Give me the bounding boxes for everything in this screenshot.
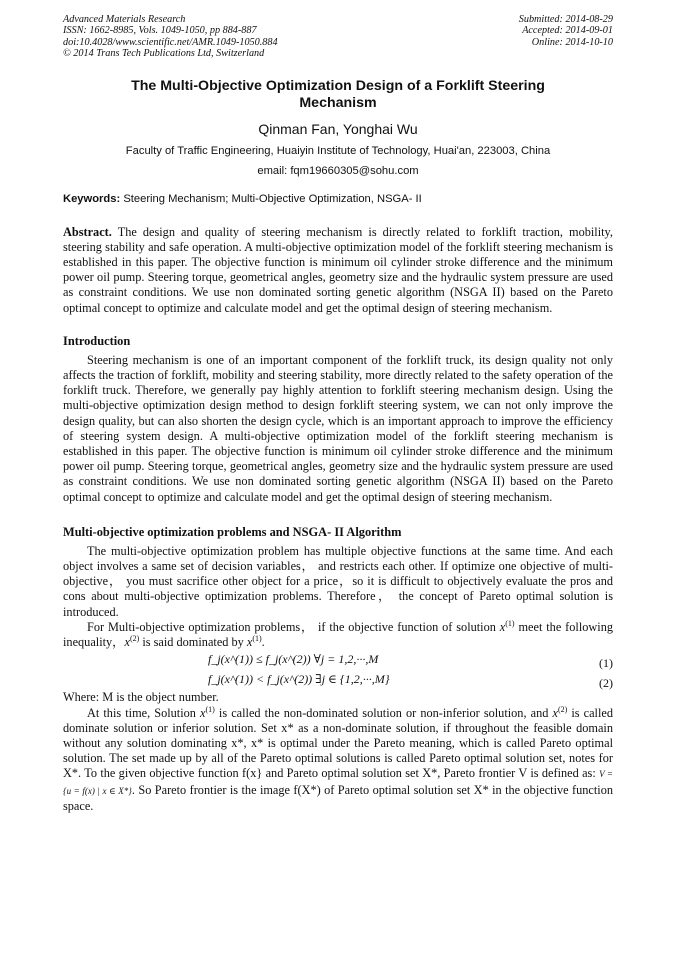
copyright: © 2014 Trans Tech Publications Ltd, Switzerland <box>63 48 265 60</box>
pareto-frontier-definition: V = {u = f(x) | x ∈ X*} <box>63 769 613 796</box>
issn: ISSN: 1662-8985, Vols. 1049-1050, pp 884-887 <box>63 25 257 37</box>
equation-1-expr: f_j(x^(1)) ≤ f_j(x^(2)) ∀j = 1,2,···,M <box>208 652 379 667</box>
authors: Qinman Fan, Yonghai Wu <box>258 120 418 137</box>
s2-paragraph-1: The multi-objective optimization problem has multiple objective functions at the same time. And each object involves a same set of decision variables， and restricts each other. If optimize one objective of multi-objective， you must sacrifice other object for a price，so it is difficult to objectively evaluate the pros and cons about multi-objective optimization problems. Therefore， the concept of Pareto optimal solution is introduced. <box>63 543 613 619</box>
where-line: Where: M is the object number. <box>63 690 219 705</box>
s2p2-c: is said dominated by <box>139 635 247 650</box>
paper-page <box>63 14 613 814</box>
affiliation: Faculty of Traffic Engineering, Huaiyin Institute of Technology, Huai'an, 223003, China <box>125 144 551 157</box>
s2p3-d: . So Pareto frontier is the image f(X*) of Pareto optimal solution set X* in the objective function space. <box>63 782 613 813</box>
equation-2-expr: f_j(x^(1)) < f_j(x^(2)) ∃j ∈ {1,2,···,M} <box>208 672 390 687</box>
accepted-date: Accepted: 2014-09-01 <box>522 25 613 37</box>
equation-2 <box>63 670 613 690</box>
journal-header <box>63 14 613 60</box>
journal-name: Advanced Materials Research <box>63 14 186 25</box>
s2-paragraph-3: At this time, Solution $x^{(1)}$ is called the non-dominated solution or non-inferior solution, and $x^{(2)}$ is called dominate solution or inferior solution. Set x* as a non-dominate solution, if throughout the feasible domain without any solution dominating x*, x* is optimal under the Pareto meaning, which is called Pareto optimal solution. The set made up by all of the Pareto optimal solutions is called Pareto optimal solution set, notes for X*. To the given objective function f(x} and Pareto optimal solution set X*, Pareto frontier V is defined as: V = {u = f(x) | x ∈ X*}. So Pareto frontier is the image f(X*) of Pareto optimal solution set X* in the objective function space. <box>63 704 613 813</box>
s2p2-a: For Multi-objective optimization problems， if the objective function of solution <box>87 619 500 634</box>
s2-paragraph-2: For Multi-objective optimization problems， if the objective function of solution $x^{(1)}$ meet the following inequality，$x^{(2)}$ is said dominated by $x^{(1)}$. <box>63 618 613 650</box>
header-right <box>519 14 613 60</box>
s2p3-b: is called the non-dominated solution or non-inferior solution, and <box>214 705 553 720</box>
abstract-text: The design and quality of steering mechanism is directly related to forklift traction, mobility, steering stability and safe operation. A multi-objective optimization model of the forklift steering mechanism is established in this paper. The objective function is minimum oil cylinder stroke difference and the minimum power oil pump. Steering torque, geometrical angles, geometry size and the hydraulic system pressure are used as constraint conditions. We use non dominated sorting genetic algorithm (NSGA II) based on the Pareto optimal concept to optimize and calculate model and get the optimal design of steering mechanism. <box>63 224 613 315</box>
s2p2-b: meet the following inequality， <box>63 619 613 650</box>
submitted-date: Submitted: 2014-08-29 <box>518 14 613 25</box>
intro-paragraph: Steering mechanism is one of an important component of the forklift truck, its design quality not only affects the traction of forklift, mobility and steering stability, more directly related to the safety operation of the forklift truck. Therefore, we generally pay highly attention to forklift steering mechanism design. Using the multi-objective optimization design method to design forklift steering system, we can not only improve the design quality, but can also shorten the design cycle, which is an important approach to improve the efficiency of steering system design. A multi-objective optimization model of the forklift steering mechanism is established in this paper. The objective function is minimum oil cylinder stroke difference and the minimum power oil pump. Steering torque, geometrical angles, geometry size and the hydraulic system pressure are used as constraint conditions. We use non dominated sorting genetic algorithm (NSGA II) based on the Pareto optimal concept to optimize and calculate model and get the optimal design of steering mechanism. <box>63 352 613 504</box>
intro-heading: Introduction <box>63 333 131 348</box>
s2p3-c: is called dominate solution or inferior solution. Set x* as a non-dominate solution, if throughout the feasible domain without any solution dominating x*, x* is optimal under the Pareto meaning, which is called Pareto optimal solution. The set made up by all of the Pareto optimal solutions is called Pareto optimal solution set, notes for X*. To the given objective function f(x} and Pareto optimal solution set X*, Pareto frontier V is defined as: <box>63 705 613 781</box>
s2p3-a: At this time, Solution <box>87 705 201 720</box>
online-date: Online: 2014-10-10 <box>531 36 613 48</box>
keywords-label: Keywords: <box>63 192 121 205</box>
equation-1 <box>63 650 613 670</box>
paper-title: The Multi-Objective Optimization Design of a Forklift Steering Mechanism <box>131 77 545 111</box>
keywords <box>63 193 613 205</box>
email: email: fqm19660305@sohu.com <box>257 164 419 177</box>
doi: doi:10.4028/www.scientific.net/AMR.1049-1050.884 <box>63 36 278 48</box>
section2-heading: Multi-objective optimization problems and NSGA- II Algorithm <box>63 524 402 539</box>
header-left <box>63 14 278 60</box>
equation-2-number: (2) <box>599 676 613 691</box>
keywords-text: Steering Mechanism; Multi-Objective Optimization, NSGA- II <box>123 192 422 205</box>
abstract <box>63 225 613 316</box>
equation-1-number: (1) <box>599 656 613 671</box>
abstract-label: Abstract. <box>63 224 112 239</box>
